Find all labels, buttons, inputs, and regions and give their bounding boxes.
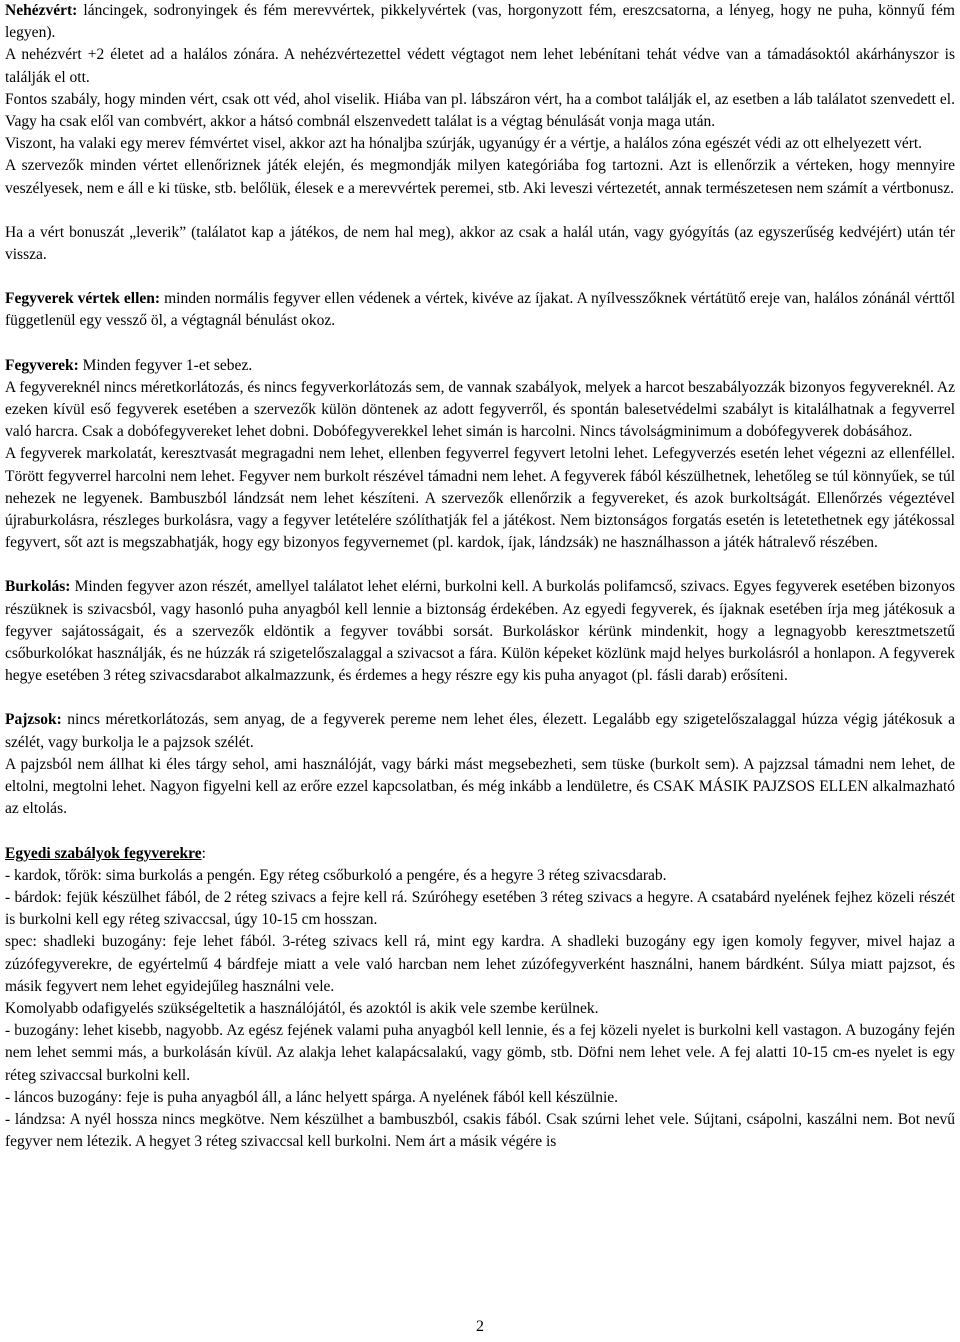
- paragraph-text: nincs méretkorlátozás, sem anyag, de a fegyverek pereme nem lehet éles, élezett. Legalább egy szigetelőszalaggal húzza végig játékosuk a szélét, vagy burkolja le a pajzsok szélét.: [5, 711, 955, 751]
- paragraph-text: A szervezők minden vértet ellenőriznek játék elején, és megmondják milyen kategóriába fog tartozni. Azt is ellenőrzik a vérteken, hogy mennyire veszélyesek, nem e áll e ki tüske, stb. belőlük, élesek e a merevvértek peremei, stb. Aki leveszi vértezetét, annak természetesen nem számít a vértbonusz.: [5, 157, 955, 197]
- paragraph-spacer: [5, 333, 955, 355]
- paragraph-text: Komolyabb odafigyelés szükségeltetik a használójától, és azoktól is akik vele szembe kerülnek.: [5, 999, 599, 1017]
- paragraph: [5, 133, 955, 155]
- paragraph-spacer: [5, 200, 955, 222]
- paragraph: [5, 887, 955, 931]
- paragraph-spacer: [5, 554, 955, 576]
- paragraph-text: láncingek, sodronyingek és fém merevvértek, pikkelyvértek (vas, horgonyzott fém, ereszcsatorna, a lényeg, hogy ne puha, könnyű fém legyen).: [5, 2, 955, 42]
- section-heading: Nehézvért:: [5, 2, 78, 19]
- paragraph-text: - bárdok: fejük készülhet fából, de 2 réteg szivacs a fejre kell rá. Szúróhegy esetében 3 réteg szivacs a hegyre. A csatabárd nyelének fejhez közeli részét is burkolni kell egy réteg szivaccsal, úgy 10-15 cm hosszan.: [5, 888, 955, 929]
- paragraph-spacer: [5, 266, 955, 288]
- document-body: [5, 0, 955, 1153]
- paragraph: [5, 754, 955, 821]
- paragraph-text: Minden fegyver 1-et sebez.: [78, 356, 253, 374]
- paragraph: [5, 931, 955, 998]
- paragraph: [5, 355, 955, 377]
- paragraph: [5, 89, 955, 133]
- paragraph-text: :: [201, 844, 206, 862]
- paragraph: [5, 288, 955, 332]
- paragraph-text: Ha a vért bonuszát „leverik” (találatot kap a játékos, de nem hal meg), akkor az csak a halál után, vagy gyógyítás (az egyszerűség kedvéjért) után tér vissza.: [5, 223, 955, 264]
- paragraph: [5, 709, 955, 753]
- section-heading: Burkolás:: [5, 578, 71, 596]
- paragraph: [5, 1109, 955, 1153]
- paragraph: [5, 576, 955, 687]
- paragraph-spacer: [5, 687, 955, 709]
- paragraph: [5, 0, 955, 44]
- paragraph: [5, 155, 955, 199]
- paragraph: [5, 44, 955, 88]
- paragraph: [5, 843, 955, 865]
- paragraph: [5, 865, 955, 887]
- section-heading: Pajzsok:: [5, 711, 62, 729]
- paragraph: [5, 377, 955, 444]
- section-heading: Fegyverek vértek ellen:: [5, 290, 161, 308]
- paragraph-text: - kardok, tőrök: sima burkolás a pengén. Egy réteg csőburkoló a pengére, és a hegyre 3 réteg szivacsdarab.: [5, 866, 667, 884]
- paragraph-text: A fegyverek markolatát, keresztvasát megragadni nem lehet, ellenben fegyverrel fegyvert letolni lehet. Lefegyverzés esetén lehet végezni az ellenféllel. Törött fegyverrel harcolni nem lehet. Fegyver nem burkolt részével támadni nem lehet. A fegyverek fából készülhetnek, lehetőleg se túl könnyűek, se túl nehezek ne legyenek. Bambuszból lándzsát nem lehet készíteni. A szervezők ellenőrzik a fegyvereket, és azok burkoltságát. Ellenőrzés végeztével újraburkolásra, részleges burkolásra, vagy a fegyver letételére szólíthatják fel a játékost. Nem biztonságos forgatás esetén is letetethetnek egy játékossal fegyvert, sőt azt is megszabhatják, hogy egy bizonyos fegyvernemet (pl. kardok, íjak, lándzsák) ne használhasson a játék hátralevő részében.: [5, 445, 955, 552]
- paragraph-text: A nehézvért +2 életet ad a halálos zónára. A nehézvértezettel védett végtagot nem lehet lebénítani tehát védve van a támadásoktól akárhányszor is találják el ott.: [5, 46, 955, 86]
- paragraph: [5, 443, 955, 554]
- paragraph-text: A fegyvereknél nincs méretkorlátozás, és nincs fegyverkorlátozás sem, de vannak szabályok, melyek a harcot beszabályozzák bizonyos fegyvereknél. Az ezeken kívül eső fegyverek esetében a szervezők külön döntenek az adott fegyverről, és spontán balesetvédelmi szabályt is kitalálhatnak a fegyverrel való harcra. Csak a dobófegyvereket lehet dobni. Dobófegyverekkel lehet simán is harcolni. Nincs távolságminimum a dobófegyverek dobásához.: [5, 378, 955, 441]
- section-heading: Fegyverek:: [5, 356, 79, 374]
- paragraph-text: - lándzsa: A nyél hossza nincs megkötve. Nem készülhet a bambuszból, csakis fából. Csak szúrni lehet vele. Sújtani, csápolni, kaszálni nem. Bot nevű fegyver nem létezik. A hegyet 3 réteg szivaccsal kell burkolni. Nem árt a másik végére is: [5, 1110, 955, 1151]
- paragraph: [5, 998, 955, 1020]
- paragraph-text: Fontos szabály, hogy minden vért, csak ott véd, ahol viselik. Hiába van pl. lábszáron vért, ha a combot találják el, az esetben a láb találatot szenvedett el. Vagy ha csak elől van combvért, akkor a hátsó combnál elszenvedett találat is a végtag bénulását vonja maga után.: [5, 90, 955, 131]
- paragraph-text: spec: shadleki buzogány: feje lehet fából. 3-réteg szivacs kell rá, mint egy kardra. A shadleki buzogány egy igen komoly fegyver, mivel hajaz a zúzófegyverekre, de egyértelmű 4 bárdfeje miatt a vele való harcban nem lehet zúzófegyverként használni, hanem bárdként. Súlya miatt pajzsot, és másik fegyvert nem lehet egyidejűleg használni vele.: [5, 933, 955, 995]
- paragraph-text: - láncos buzogány: feje is puha anyagból áll, a lánc helyett spárga. A nyelének fából kell készülnie.: [5, 1088, 619, 1106]
- paragraph-text: Minden fegyver azon részét, amellyel találatot lehet elérni, burkolni kell. A burkolás polifamcső, szivacs. Egyes fegyverek esetében bizonyos részüknek is szivacsból, vagy hasonló puha anyagból kell lennie a biztonság érdekében. Az egyedi fegyverek, és íjaknak esetében írja meg játékosuk a fegyver sajátosságait, és a szervezők eldöntik a fegyver további sorsát. Burkoláskor kérünk mindenkit, hogy a legnagyobb keresztmetszetű csőburkolókat használják, és ne húzzák rá szigetelőszalaggal a szivacsot a fára. Külön képeket közlünk majd helyes burkolásról a honlapon. A fegyverek hegye esetében 3 réteg szivacsdarabot alkalmazzunk, és érdemes a hegy részre egy kis puha anyagot (pl. fásli darab) erősíteni.: [5, 578, 955, 685]
- paragraph: [5, 1020, 955, 1087]
- paragraph-text: A pajzsból nem állhat ki éles tárgy sehol, ami használóját, vagy bárki mást megsebezheti, sem tüske (burkolt sem). A pajzzsal támadni nem lehet, de eltolni, megtolni lehet. Nagyon figyelni kell az erőre ezzel kapcsolatban, és még inkább a lendületre, és CSAK MÁSIK PAJZSOS ELLEN alkalmazható az eltolás.: [5, 755, 955, 818]
- paragraph-spacer: [5, 821, 955, 843]
- paragraph-text: - buzogány: lehet kisebb, nagyobb. Az egész fejének valami puha anyagból kell lennie, és a fej közeli nyelet is burkolni kell vastagon. A buzogány fején nem lehet semmi más, a burkolásán kívül. Az alakja lehet kalapácsalakú, vagy gömb, stb. Döfni nem lehet vele. A fej alatti 10-15 cm-es nyelet is egy réteg szivaccsal burkolni kell.: [5, 1022, 955, 1084]
- paragraph-text: Viszont, ha valaki egy merev fémvértet visel, akkor azt ha hónaljba szúrják, ugyanúgy ér a vértje, a halálos zóna egészét védi az ott elhelyezett vért.: [5, 135, 923, 153]
- section-heading-underlined: Egyedi szabályok fegyverekre: [5, 844, 202, 862]
- paragraph: [5, 222, 955, 266]
- paragraph: [5, 1087, 955, 1109]
- paragraph-text: minden normális fegyver ellen védenek a vértek, kivéve az íjakat. A nyílvesszőknek vértátütő ereje van, halálos zónánál vérttől függetlenül egy vessző öl, a végtagnál bénulást okoz.: [5, 290, 956, 330]
- page-number: 2: [476, 1318, 484, 1335]
